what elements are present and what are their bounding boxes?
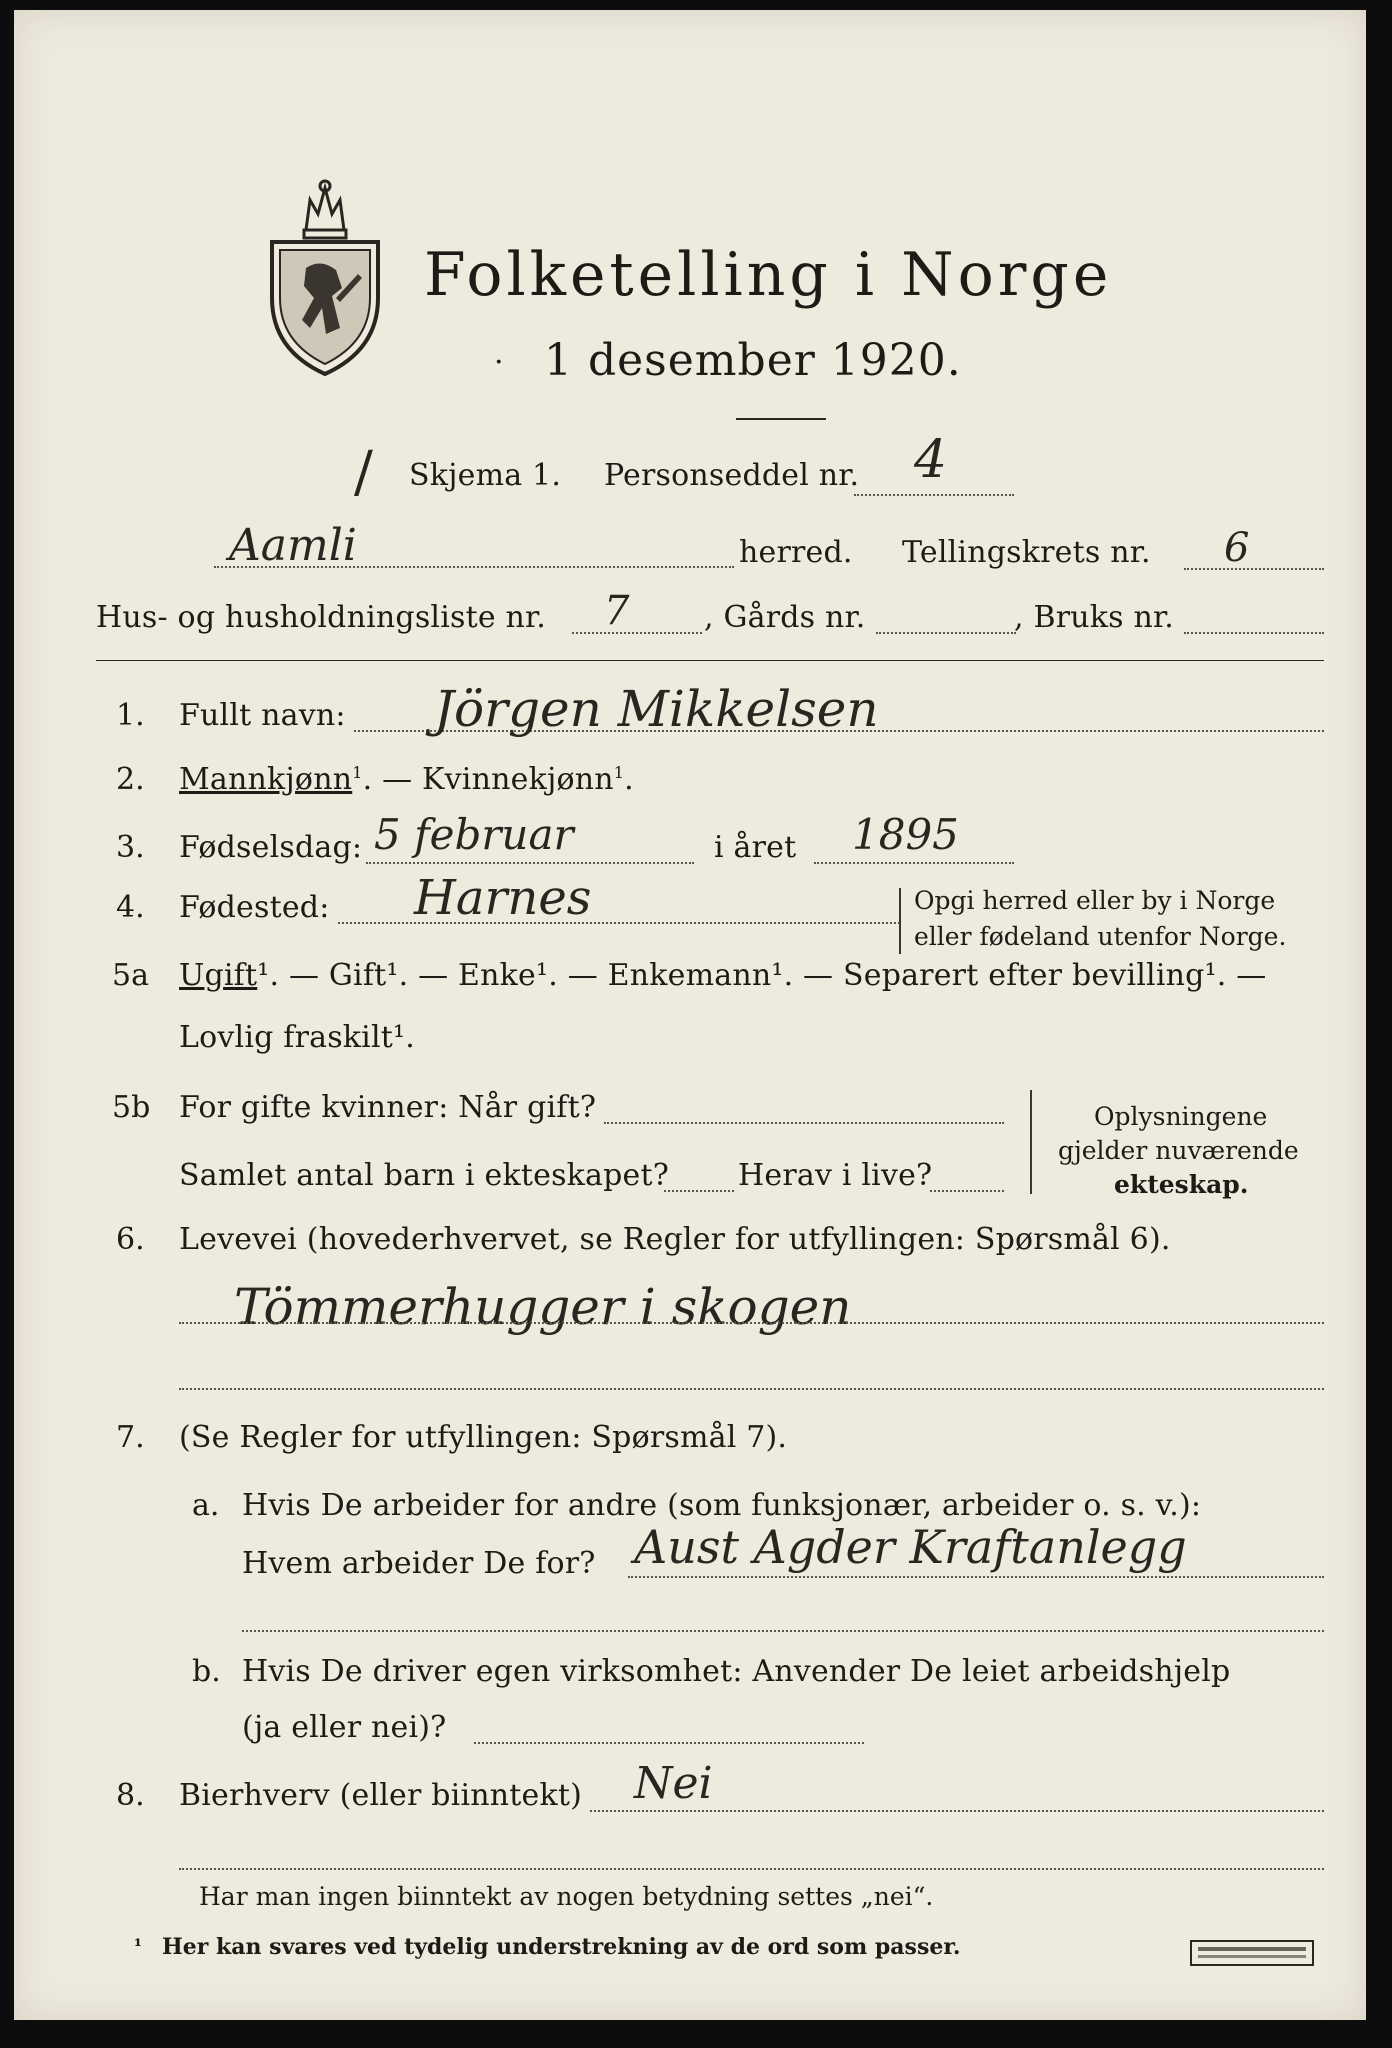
q5b-note-line3: ekteskap. (1114, 1170, 1249, 1199)
q5a-line2: Lovlig fraskilt¹. (179, 1020, 415, 1055)
skjema-label: Skjema 1. (409, 458, 562, 493)
herred-label: herred. (739, 535, 853, 570)
q3-label: Fødselsdag: (179, 830, 363, 865)
q7a-letter: a. (192, 1488, 220, 1523)
q1-value: Jörgen Mikkelsen (434, 680, 879, 738)
q8-number: 8. (116, 1778, 145, 1813)
q1-number: 1. (116, 698, 145, 733)
q3-year-label: i året (714, 830, 797, 865)
footnote-text: Her kan svares ved tydelig understrekning av de ord som passer. (162, 1934, 961, 1960)
q5b-number: 5b (112, 1090, 151, 1125)
q7b-line1: Hvis De driver egen virksomhet: Anvender De leiet arbeidshjelp (242, 1654, 1231, 1689)
census-form (14, 10, 1366, 2020)
herred-value: Aamli (229, 520, 357, 571)
header-rule (96, 660, 1324, 661)
census-date: 1 desember 1920. (544, 335, 962, 386)
q3-birthday-value: 5 februar (374, 810, 574, 859)
q1-label: Fullt navn: (179, 698, 346, 733)
form-title: Folketelling i Norge (424, 240, 1113, 310)
q3-number: 3. (116, 830, 145, 865)
q5b-note-line2: gjelder nuværende (1058, 1136, 1299, 1165)
q7b-line2: (ja eller nei)? (242, 1710, 447, 1745)
gards-label: , Gårds nr. (704, 600, 866, 635)
q7-label: (Se Regler for utfyllingen: Spørsmål 7). (179, 1420, 788, 1455)
personseddel-label: Personseddel nr. (604, 458, 860, 493)
ugift-option: Ugift (179, 958, 258, 993)
q5b-line2a: Samlet antal barn i ekteskapet? (179, 1158, 670, 1193)
q7-number: 7. (116, 1420, 145, 1455)
hus-value: 7 (604, 588, 630, 634)
mannkjonn-option: Mannkjønn (179, 762, 353, 797)
q7a-line2: Hvem arbeider De for? (242, 1546, 596, 1581)
q4-value: Harnes (414, 870, 592, 926)
dot-mark: · (494, 345, 504, 380)
q3-year-value: 1895 (852, 810, 959, 859)
q2-number: 2. (116, 762, 145, 797)
tellingskrets-value: 6 (1224, 525, 1250, 571)
personseddel-value: 4 (914, 430, 948, 490)
printer-stamp-icon (1190, 1940, 1314, 1966)
q5b-line1: For gifte kvinner: Når gift? (179, 1090, 597, 1125)
q6-value: Tömmerhugger i skogen (234, 1278, 852, 1336)
q5a-line1: Ugift¹. — Gift¹. — Enke¹. — Enkemann¹. — Separert efter bevilling¹. — (179, 958, 1267, 993)
q7a-line1: Hvis De arbeider for andre (som funksjonær, arbeider o. s. v.): (242, 1488, 1202, 1523)
q5b-line2b: Herav i live? (738, 1158, 933, 1193)
q4-number: 4. (116, 890, 145, 925)
q6-label: Levevei (hovederhvervet, se Regler for utfyllingen: Spørsmål 6). (179, 1222, 1171, 1257)
q6-number: 6. (116, 1222, 145, 1257)
tellingskrets-label: Tellingskrets nr. (902, 535, 1151, 570)
q4-label: Fødested: (179, 890, 330, 925)
q2-text: Mannkjønn$^1$. — Kvinnekjønn$^1$. (179, 762, 634, 797)
q8-label: Bierhverv (eller biinntekt) (179, 1778, 583, 1813)
q7b-letter: b. (192, 1654, 221, 1689)
q8-value: Nei (634, 1758, 713, 1809)
q4-note-line1: Opgi herred eller by i Norge (914, 886, 1276, 915)
q4-note-line2: eller fødeland utenfor Norge. (914, 922, 1287, 951)
coat-of-arms-icon (266, 178, 384, 378)
q5a-number: 5a (112, 958, 149, 993)
bruks-label: , Bruks nr. (1014, 600, 1174, 635)
title-rule (736, 418, 826, 420)
tick-mark: / (354, 440, 373, 505)
footer-note: Har man ingen biinntekt av nogen betydning settes „nei“. (199, 1882, 934, 1911)
hus-label: Hus- og husholdningsliste nr. (96, 600, 547, 635)
q7a-value: Aust Agder Kraftanlegg (634, 1520, 1187, 1574)
q5b-note-line1: Oplysningene (1094, 1102, 1268, 1131)
footnote-marker: ¹ (134, 1936, 142, 1957)
